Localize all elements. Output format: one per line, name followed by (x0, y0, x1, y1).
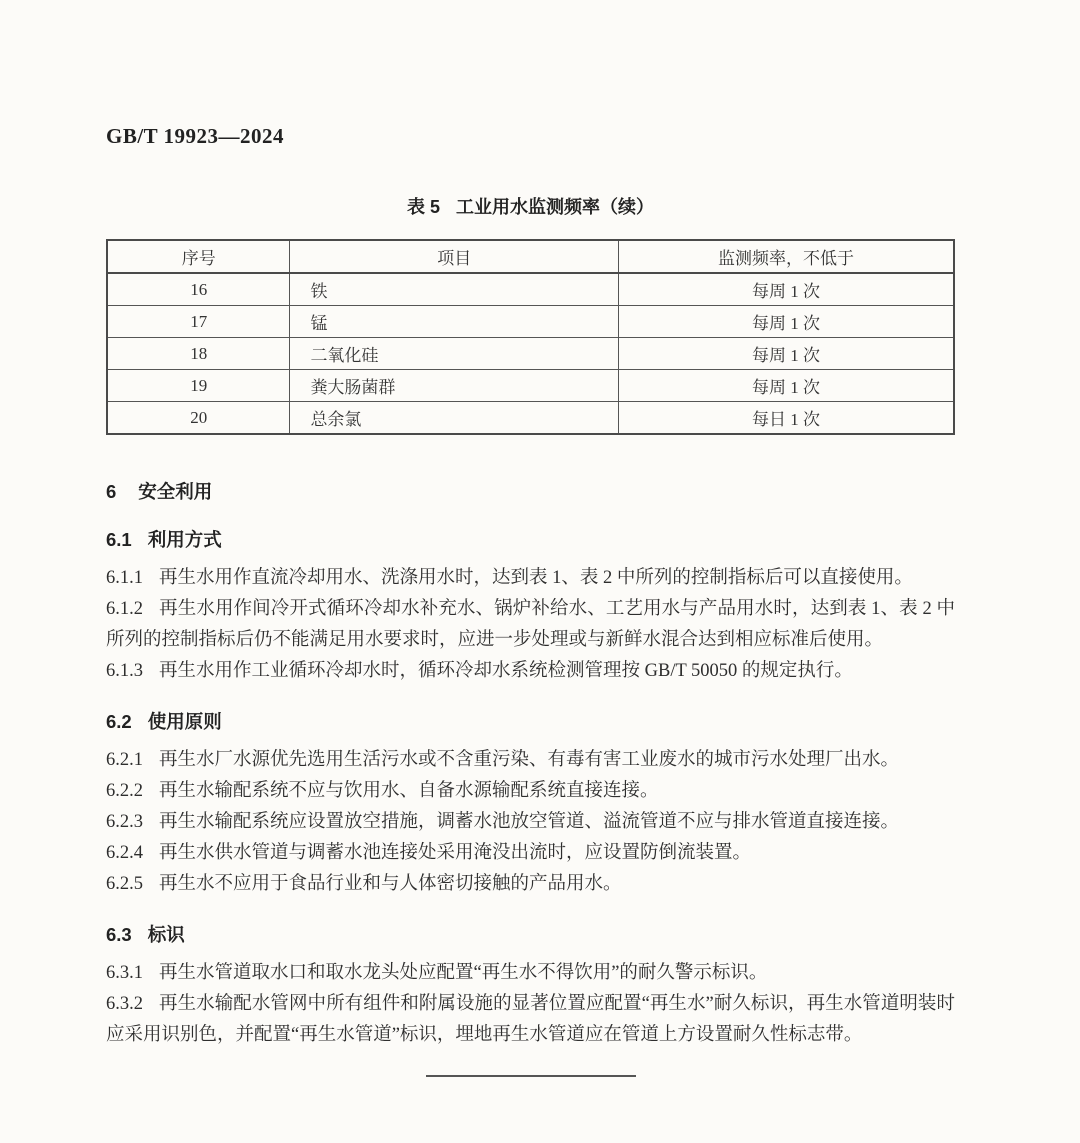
cell-item: 锰 (290, 306, 619, 338)
clause-text: 使用原则 (147, 711, 222, 732)
header-cell-no: 序号 (107, 240, 290, 273)
clause-text: 再生水输配系统不应与饮用水、自备水源输配系统直接连接。 (159, 781, 659, 801)
clause-paragraph (106, 656, 955, 687)
clause-number: 6.3.2 (106, 994, 143, 1014)
cell-item: 粪大肠菌群 (290, 370, 619, 402)
clause-paragraph (106, 594, 955, 656)
clause-number: 6.2 (106, 711, 132, 732)
clause-text: 再生水供水管道与调蓄水池连接处采用淹没出流时，应设置防倒流装置。 (159, 843, 752, 863)
clause-text: 再生水用作直流冷却用水、洗涤用水时，达到表 1、表 2 中所列的控制指标后可以直接使用。 (159, 568, 913, 588)
cell-item: 二氧化硅 (290, 338, 619, 370)
clause-paragraph (106, 807, 955, 838)
cell-freq: 每周 1 次 (619, 273, 954, 306)
section-heading (106, 922, 955, 948)
cell-freq: 每周 1 次 (619, 338, 954, 370)
cell-no: 18 (107, 338, 290, 370)
table-caption-number: 表 5 (406, 197, 440, 217)
cell-freq: 每日 1 次 (619, 402, 954, 435)
cell-no: 17 (107, 306, 290, 338)
section-heading (106, 709, 955, 735)
clause-number: 6.2.3 (106, 812, 143, 832)
clause-number: 6.1.2 (106, 599, 143, 619)
clause-text: 再生水厂水源优先选用生活污水或不含重污染、有毒有害工业废水的城市污水处理厂出水。 (159, 750, 900, 770)
clause-paragraph (106, 989, 955, 1051)
monitoring-frequency-table (106, 239, 955, 435)
clause-number: 6.2.2 (106, 781, 143, 801)
table-row (107, 402, 954, 435)
clause-number: 6 (106, 481, 117, 502)
clause-text: 再生水输配水管网中所有组件和附属设施的显著位置应配置“再生水”耐久标识，再生水管道明装时应采用识别色，并配置“再生水管道”标识，埋地再生水管道应在管道上方设置耐久性标志带。 (106, 994, 955, 1045)
clause-number: 6.3.1 (106, 963, 143, 983)
sections (106, 479, 955, 1051)
clause-paragraph (106, 869, 955, 900)
clause-number: 6.2.4 (106, 843, 143, 863)
cell-item: 总余氯 (290, 402, 619, 435)
table-header-row (107, 240, 954, 273)
cell-freq: 每周 1 次 (619, 370, 954, 402)
clause-number: 6.1.3 (106, 661, 143, 681)
table-row (107, 338, 954, 370)
clause-number: 6.2.5 (106, 874, 143, 894)
clause-paragraph (106, 776, 955, 807)
table-body (107, 273, 954, 434)
header-cell-freq: 监测频率，不低于 (619, 240, 954, 273)
table-row (107, 370, 954, 402)
clause-paragraph (106, 745, 955, 776)
clause-text: 标识 (147, 924, 185, 945)
clause-paragraph (106, 563, 955, 594)
clause-text: 利用方式 (147, 529, 222, 550)
clause-number: 6.2.1 (106, 750, 143, 770)
clause-text: 再生水用作间冷开式循环冷却水补充水、锅炉补给水、工艺用水与产品用水时，达到表 1、表 2 中所列的控制指标后仍不能满足用水要求时，应进一步处理或与新鲜水混合达到相应标准后使用。 (106, 599, 955, 650)
cell-item: 铁 (290, 273, 619, 306)
clause-text: 再生水管道取水口和取水龙头处应配置“再生水不得饮用”的耐久警示标识。 (159, 963, 768, 983)
clause-text: 再生水不应用于食品行业和与人体密切接触的产品用水。 (159, 874, 622, 894)
table-row (107, 273, 954, 306)
table-caption-text: 工业用水监测频率（续） (456, 197, 654, 217)
clause-text: 安全利用 (138, 481, 213, 502)
end-of-page-rule (426, 1075, 636, 1077)
cell-freq: 每周 1 次 (619, 306, 954, 338)
clause-number: 6.1.1 (106, 568, 143, 588)
section-heading (106, 527, 955, 553)
cell-no: 20 (107, 402, 290, 435)
clause-text: 再生水输配系统应设置放空措施，调蓄水池放空管道、溢流管道不应与排水管道直接连接。 (159, 812, 900, 832)
clause-paragraph (106, 958, 955, 989)
clause-number: 6.3 (106, 924, 132, 945)
header-cell-item: 项目 (290, 240, 619, 273)
standard-number: GB/T 19923—2024 (106, 124, 285, 148)
section-heading (106, 479, 955, 505)
clause-paragraph (106, 838, 955, 869)
cell-no: 16 (107, 273, 290, 306)
clause-text: 再生水用作工业循环冷却水时，循环冷却水系统检测管理按 GB/T 50050 的规定执行。 (159, 661, 853, 681)
clause-number: 6.1 (106, 529, 132, 550)
table-row (107, 306, 954, 338)
cell-no: 19 (107, 370, 290, 402)
table-caption (106, 193, 955, 219)
